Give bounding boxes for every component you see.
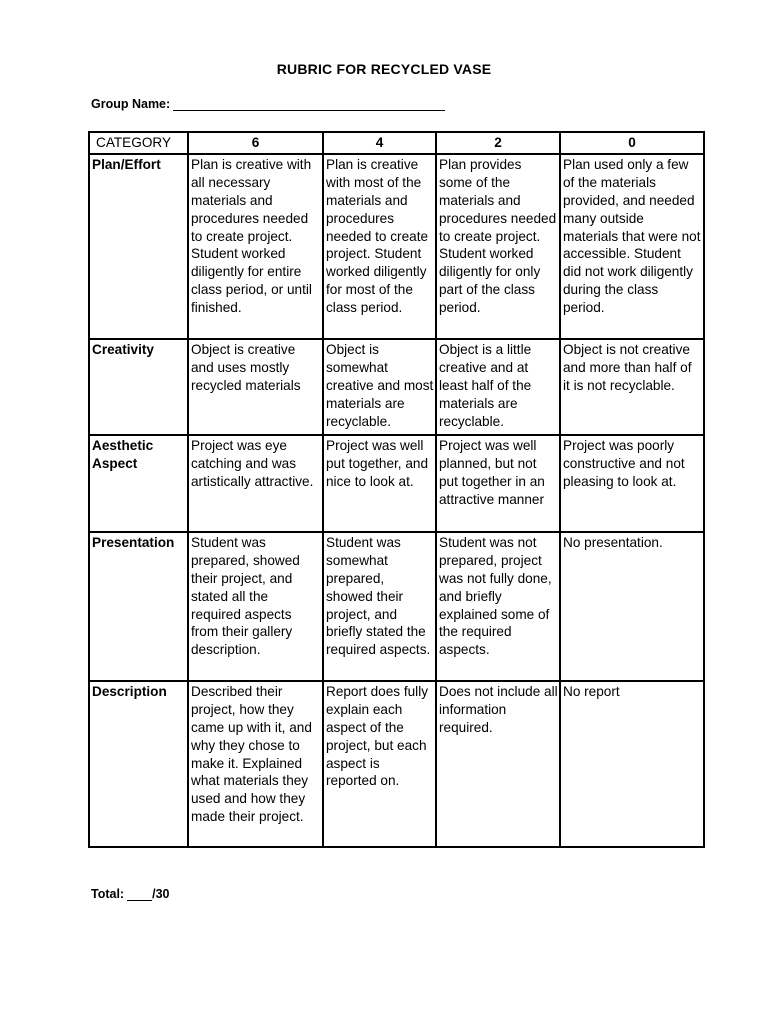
rubric-cell: Student was not prepared, project was not fully done, and briefly explained some of the required aspects.	[436, 532, 560, 681]
header-score-2: 2	[436, 132, 560, 154]
rubric-header-row	[89, 132, 704, 154]
rubric-cell: No presentation.	[560, 532, 704, 681]
rubric-cell: Project was well planned, but not put together in an attractive manner	[436, 435, 560, 532]
rubric-cell: Object is not creative and more than half of it is not recyclable.	[560, 339, 704, 435]
rubric-cell: Object is creative and uses mostly recycled materials	[188, 339, 323, 435]
group-name-blank-line[interactable]	[173, 97, 445, 111]
rubric-row-aesthetic-aspect	[89, 435, 704, 532]
rubric-cell: Object is a little creative and at least half of the materials are recyclable.	[436, 339, 560, 435]
total-score-blank[interactable]	[127, 887, 152, 901]
criterion-label: Aesthetic Aspect	[89, 435, 188, 532]
rubric-cell: Student was prepared, showed their project, and stated all the required aspects from their gallery description.	[188, 532, 323, 681]
rubric-cell: Object is somewhat creative and most materials are recyclable.	[323, 339, 436, 435]
rubric-cell: Project was well put together, and nice to look at.	[323, 435, 436, 532]
rubric-cell: Plan used only a few of the materials provided, and needed many outside materials that were not accessible. Student did not work diligently during the class period.	[560, 154, 704, 339]
group-name-label: Group Name:	[91, 97, 171, 111]
rubric-cell: Described their project, how they came up with it, and why they chose to make it. Explained what materials they used and how they made their project.	[188, 681, 323, 847]
rubric-row-description	[89, 681, 704, 847]
document-title: RUBRIC FOR RECYCLED VASE	[276, 61, 492, 77]
header-score-0: 0	[560, 132, 704, 154]
criterion-label: Presentation	[89, 532, 188, 681]
criterion-label: Description	[89, 681, 188, 847]
total-label: Total:	[91, 887, 125, 901]
criterion-label: Plan/Effort	[89, 154, 188, 339]
rubric-row-presentation	[89, 532, 704, 681]
total-max-score: /30	[152, 887, 170, 901]
rubric-row-plan-effort	[89, 154, 704, 339]
rubric-cell: Plan is creative with most of the materials and procedures needed to create project. Student worked diligently for most of the class period.	[323, 154, 436, 339]
rubric-cell: Plan is creative with all necessary materials and procedures needed to create project. Student worked diligently for entire class period, or until finished.	[188, 154, 323, 339]
rubric-cell: Plan provides some of the materials and procedures needed to create project. Student worked diligently for only part of the class period.	[436, 154, 560, 339]
group-name-field	[91, 97, 445, 111]
rubric-cell: Project was poorly constructive and not pleasing to look at.	[560, 435, 704, 532]
header-category: CATEGORY	[89, 132, 188, 154]
rubric-row-creativity	[89, 339, 704, 435]
header-score-6: 6	[188, 132, 323, 154]
rubric-cell: Does not include all information required.	[436, 681, 560, 847]
rubric-cell: Student was somewhat prepared, showed their project, and briefly stated the required aspects.	[323, 532, 436, 681]
rubric-cell: No report	[560, 681, 704, 847]
total-field	[91, 887, 169, 901]
rubric-table	[88, 131, 705, 848]
rubric-cell: Report does fully explain each aspect of the project, but each aspect is reported on.	[323, 681, 436, 847]
rubric-cell: Project was eye catching and was artistically attractive.	[188, 435, 323, 532]
header-score-4: 4	[323, 132, 436, 154]
criterion-label: Creativity	[89, 339, 188, 435]
